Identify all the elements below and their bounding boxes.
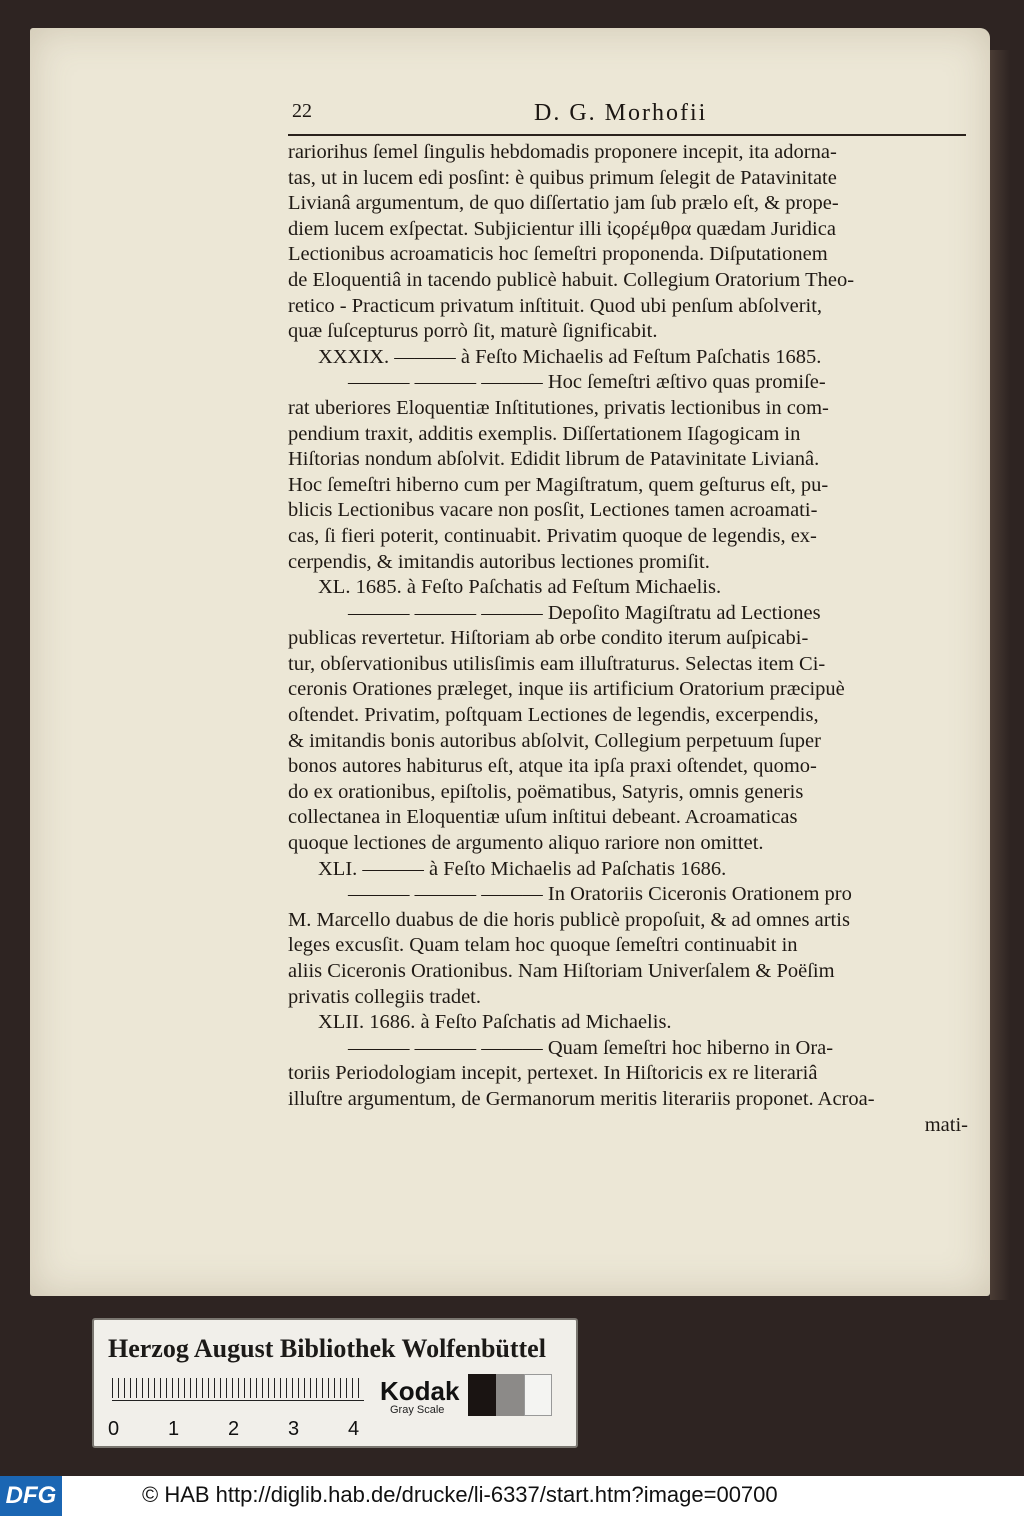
section-heading: XLI. ——— à Feſto Michaelis ad Paſchatis 1686. xyxy=(318,857,727,880)
text-line: tas, ut in lucem edi posſint: è quibus primum ſelegit de Patavinitate xyxy=(288,166,837,189)
viewer-footer xyxy=(0,1476,1024,1516)
text-line: ceronis Orationes præleget, inque iis artificium Oratorium præcipuè xyxy=(288,678,845,701)
library-name: Herzog August Bibliothek Wolfenbüttel xyxy=(108,1334,546,1363)
text-line: rat uberiores Eloquentiæ Inſtitutiones, privatis lectionibus in com- xyxy=(288,396,829,419)
running-head-title: D. G. Morhofii xyxy=(534,100,708,126)
kodak-logo: Kodak xyxy=(380,1376,460,1406)
header-rule xyxy=(288,134,966,136)
text-line: & imitandis bonis autoribus abſolvit, Collegium perpetuum ſuper xyxy=(288,729,821,752)
text-line: publicas revertetur. Hiſtoriam ab orbe condito iterum auſpicabi- xyxy=(288,627,809,650)
text-line: toriis Periodologiam incepit, pertexet. In Hiſtoricis ex re literariâ xyxy=(288,1062,818,1085)
ruler-number: 4 xyxy=(348,1418,360,1440)
ruler-number: 2 xyxy=(228,1418,240,1440)
text-line: pendium traxit, additis exemplis. Diſſertationem Iſagogicam in xyxy=(288,422,801,445)
text-line: ——— ——— ——— Depoſito Magiſtratu ad Lectiones xyxy=(348,601,821,624)
section-heading: XXXIX. ——— à Feſto Michaelis ad Feſtum Paſchatis 1685. xyxy=(318,345,822,368)
copyright-link[interactable]: © HAB http://diglib.hab.de/drucke/li-6337/start.htm?image=00700 xyxy=(142,1482,778,1507)
text-line: quæ ſuſcepturus porrò ſit, maturè ſignificabit. xyxy=(288,320,658,343)
running-head xyxy=(260,68,960,126)
text-line: leges excusſit. Quam telam hoc quoque ſemeſtri continuabit in xyxy=(288,934,798,957)
page-number: 22 xyxy=(292,100,312,122)
text-line: collectanea in Eloquentiæ uſum inſtitui debeant. Acroamaticas xyxy=(288,806,798,829)
page-text-body xyxy=(288,140,968,1138)
text-line: oſtendet. Privatim, poſtquam Lectiones de legendis, excerpendis, xyxy=(288,704,819,727)
text-line: retico - Practicum privatum inſtituit. Quod ubi penſum abſolverit, xyxy=(288,294,823,317)
text-line: privatis collegiis tradet. xyxy=(288,985,481,1008)
text-line: M. Marcello duabus de die horis publicè propoſuit, & ad omnes artis xyxy=(288,908,850,931)
page-edge-shadow xyxy=(990,50,1010,1300)
section-heading: XLII. 1686. à Feſto Paſchatis ad Michaelis. xyxy=(318,1011,672,1034)
text-line: rariorihus ſemel ſingulis hebdomadis proponere incepit, ita adorna- xyxy=(288,141,837,163)
gray-swatch-white xyxy=(524,1374,552,1416)
text-line: tur, obſervationibus utilisſimis eam illuſtraturus. Selectas item Ci- xyxy=(288,652,826,675)
ruler-baseline xyxy=(112,1400,364,1401)
text-line: diem lucem exſpectat. Subjicientur illi ἰςορέμθρα quædam Juridica xyxy=(288,217,836,240)
text-line: bonos autores habiturus eſt, atque ita ipſa praxi oſtendet, quomo- xyxy=(288,755,817,778)
text-line: ——— ——— ——— Hoc ſemeſtri æſtivo quas promiſe- xyxy=(348,371,826,394)
text-line: cas, ſi fieri poterit, continuabit. Privatim quoque de legendis, ex- xyxy=(288,524,817,547)
ruler-number: 3 xyxy=(288,1418,300,1440)
text-line: Hiſtorias nondum abſolvit. Edidit librum de Patavinitate Livianâ. xyxy=(288,448,820,471)
text-line: de Eloquentiâ in tacendo publicè habuit. Collegium Oratorium Theo- xyxy=(288,268,855,291)
text-line: cerpendis, & imitandis autoribus lectiones promiſit. xyxy=(288,550,710,573)
library-scale-card xyxy=(92,1318,578,1448)
text-line: aliis Ciceronis Orationibus. Nam Hiſtoriam Univerſalem & Poëſim xyxy=(288,960,835,982)
ruler-number: 0 xyxy=(108,1418,120,1440)
text-line: ——— ——— ——— In Oratoriis Ciceronis Orationem pro xyxy=(348,883,852,906)
gray-swatch-mid xyxy=(496,1374,524,1416)
text-line: Hoc ſemeſtri hiberno cum per Magiſtratum, quem geſturus eſt, pu- xyxy=(288,473,829,496)
gray-swatch-black xyxy=(468,1374,496,1416)
measuring-ruler xyxy=(112,1378,364,1414)
text-line: illuſtre argumentum, de Germanorum meritis literariis proponet. Acroa- xyxy=(288,1087,875,1110)
text-line: quoque lectiones de argumento aliquo rariore non omittet. xyxy=(288,832,764,855)
section-heading: XL. 1685. à Feſto Paſchatis ad Feſtum Michaelis. xyxy=(318,576,722,599)
text-line: mati- xyxy=(924,1113,968,1136)
text-line: do ex orationibus, epiſtolis, poëmatibus, Satyris, omnis generis xyxy=(288,780,804,803)
gray-scale-label: Gray Scale xyxy=(390,1404,445,1416)
text-line: Lectionibus acroamaticis hoc ſemeſtri proponenda. Diſputationem xyxy=(288,243,828,266)
dfg-logo[interactable]: DFG xyxy=(0,1476,62,1516)
text-line: ——— ——— ——— Quam ſemeſtri hoc hiberno in Ora- xyxy=(348,1036,834,1059)
ruler-number: 1 xyxy=(168,1418,180,1440)
text-line: blicis Lectionibus vacare non posſit, Lectiones tamen acroamati- xyxy=(288,499,818,522)
text-line: Livianâ argumentum, de quo diſſertatio jam ſub prælo eſt, & prope- xyxy=(288,192,839,215)
